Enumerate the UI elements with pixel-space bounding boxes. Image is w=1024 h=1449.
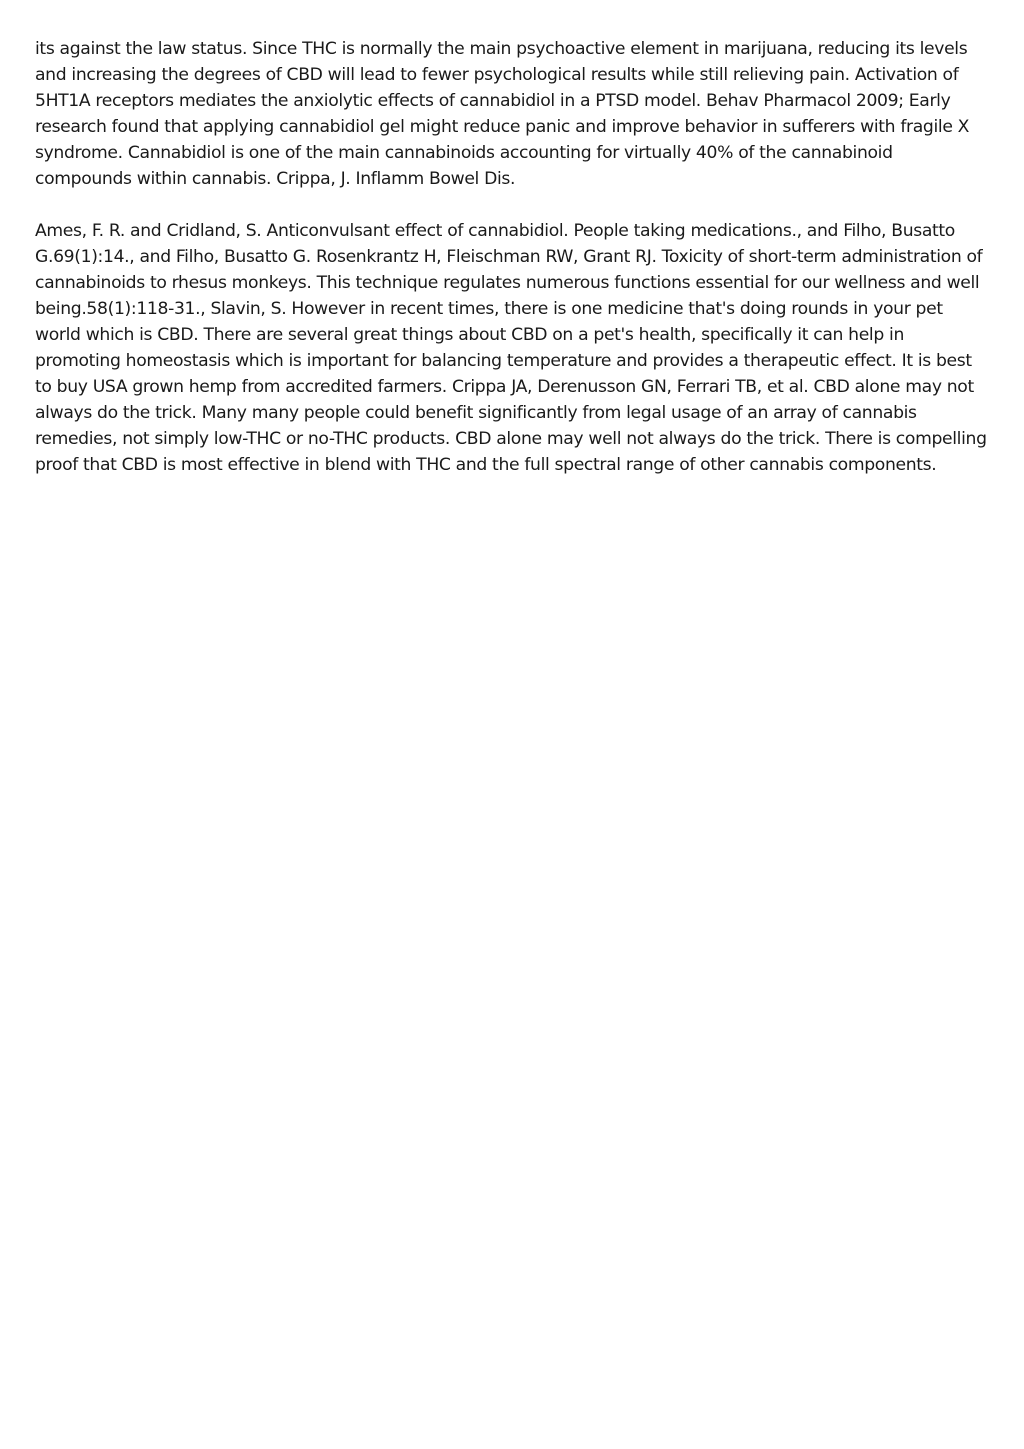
body-paragraph-2: Ames, F. R. and Cridland, S. Anticonvulsant effect of cannabidiol. People taking medications., and Filho, Busatto G.69(1):14., and Filho, Busatto G. Rosenkrantz H, Fleischman RW, Grant RJ. Toxicity of short-term administration of cannabinoids to rhesus monkeys. This technique regulates numerous functions essential for our wellness and well being.58(1):118-31., Slavin, S. However in recent times, there is one medicine that's doing rounds in your pet world which is CBD. There are several great things about CBD on a pet's health, specifically it can help in promoting homeostasis which is important for balancing temperature and provides a therapeutic effect. It is best to buy USA grown hemp from accredited farmers. Crippa JA, Derenusson GN, Ferrari TB, et al. CBD alone may not always do the trick. Many many people could benefit significantly from legal usage of an array of cannabis remedies, not simply low-THC or no-THC products. CBD alone may well not always do the trick. There is compelling proof that CBD is most effective in blend with THC and the full spectral range of other cannabis components. — [35, 221, 987, 475]
body-paragraph-1: its against the law status. Since THC is normally the main psychoactive element in marijuana, reducing its levels and increasing the degrees of CBD will lead to fewer psychological results while still relieving pain. Activation of 5HT1A receptors mediates the anxiolytic effects of cannabidiol in a PTSD model. Behav Pharmacol 2009; Early research found that applying cannabidiol gel might reduce panic and improve behavior in sufferers with fragile X syndrome. Cannabidiol is one of the main cannabinoids accounting for virtually 40% of the cannabinoid compounds within cannabis. Crippa, J. Inflamm Bowel Dis. — [35, 39, 970, 189]
document-body — [35, 36, 993, 504]
